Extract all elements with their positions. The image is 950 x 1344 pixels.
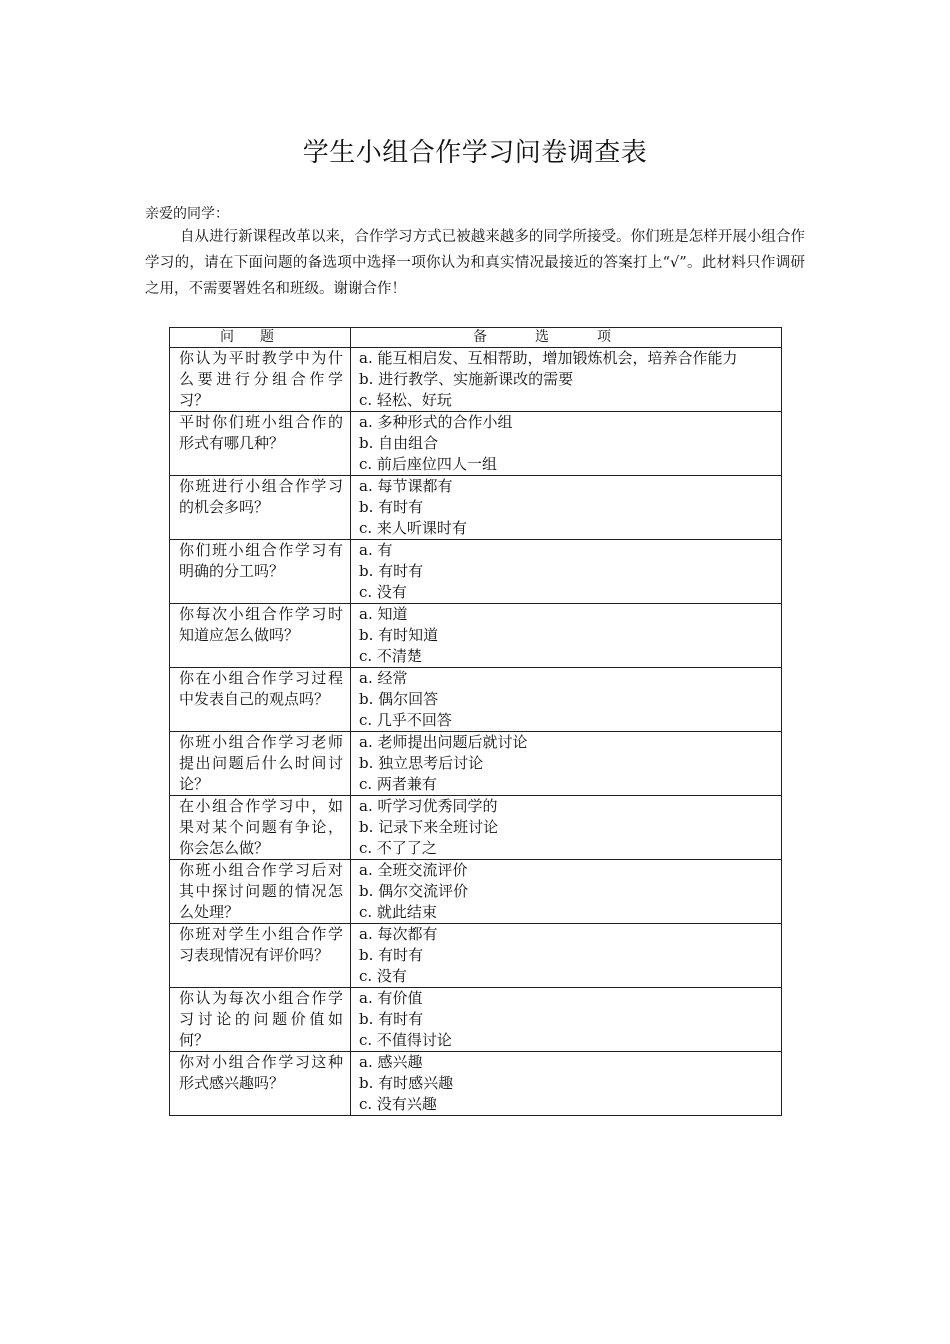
option-item: c. 不了了之 <box>359 839 437 857</box>
table-row <box>170 860 782 924</box>
question-cell: 你班对学生小组合作学习表现情况有评价吗？ <box>170 924 351 988</box>
option-item: c. 没有兴趣 <box>359 1095 437 1113</box>
table-row <box>170 412 782 476</box>
option-item: c. 没有 <box>359 583 407 601</box>
option-item: c. 不值得讨论 <box>359 1031 452 1049</box>
option-item: a. 能互相启发、互相帮助，增加锻炼机会，培养合作能力 <box>359 349 738 367</box>
options-cell <box>351 540 782 604</box>
option-item: c. 轻松、好玩 <box>359 391 452 409</box>
options-cell <box>351 860 782 924</box>
option-item: c. 就此结束 <box>359 903 437 921</box>
table-row <box>170 348 782 412</box>
option-item: c. 两者兼有 <box>359 775 437 793</box>
question-cell: 你们班小组合作学习有明确的分工吗？ <box>170 540 351 604</box>
option-item: a. 每节课都有 <box>359 477 453 495</box>
option-item: b. 有时有 <box>359 562 424 580</box>
question-cell: 你班小组合作学习后对其中探讨问题的情况怎么处理？ <box>170 860 351 924</box>
option-item: b. 有时有 <box>359 498 424 516</box>
table-row <box>170 604 782 668</box>
question-cell: 你班小组合作学习老师提出问题后什么时间讨论？ <box>170 732 351 796</box>
options-cell <box>351 604 782 668</box>
table-row <box>170 732 782 796</box>
header-options: 备选项 <box>351 328 782 348</box>
option-item: a. 有 <box>359 541 393 559</box>
options-cell <box>351 988 782 1052</box>
option-item: c. 前后座位四人一组 <box>359 455 497 473</box>
options-cell <box>351 732 782 796</box>
question-cell: 平时你们班小组合作的形式有哪几种？ <box>170 412 351 476</box>
options-cell <box>351 348 782 412</box>
question-cell: 你每次小组合作学习时知道应怎么做吗？ <box>170 604 351 668</box>
option-item: a. 全班交流评价 <box>359 861 468 879</box>
question-cell: 你在小组合作学习过程中发表自己的观点吗？ <box>170 668 351 732</box>
document-title: 学生小组合作学习问卷调查表 <box>302 138 648 168</box>
option-item: c. 不清楚 <box>359 647 422 665</box>
options-cell <box>351 1052 782 1116</box>
option-item: c. 几乎不回答 <box>359 711 452 729</box>
option-item: a. 多种形式的合作小组 <box>359 413 513 431</box>
options-cell <box>351 476 782 540</box>
option-item: b. 有时有 <box>359 946 424 964</box>
table-row <box>170 1052 782 1116</box>
question-cell: 你班进行小组合作学习的机会多吗？ <box>170 476 351 540</box>
options-cell <box>351 796 782 860</box>
options-cell <box>351 412 782 476</box>
option-item: b. 进行教学、实施新课改的需要 <box>359 370 574 388</box>
option-item: b. 偶尔交流评价 <box>359 882 469 900</box>
table-row <box>170 540 782 604</box>
survey-table <box>169 327 782 1116</box>
option-item: b. 偶尔回答 <box>359 690 439 708</box>
option-item: b. 独立思考后讨论 <box>359 754 484 772</box>
question-cell: 你认为每次小组合作学习讨论的问题价值如何？ <box>170 988 351 1052</box>
table-row <box>170 796 782 860</box>
intro-paragraph: 自从进行新课程改革以来，合作学习方式已被越来越多的同学所接受。你们班是怎样开展小组合作学习的，请在下面问题的备选项中选择一项你认为和真实情况最接近的答案打上“√”。此材料只作调研之用，不需要署姓名和班级。谢谢合作！ <box>145 229 805 297</box>
table-row <box>170 668 782 732</box>
header-question: 问题 <box>170 328 351 348</box>
question-cell: 你对小组合作学习这种形式感兴趣吗？ <box>170 1052 351 1116</box>
option-item: a. 听学习优秀同学的 <box>359 797 498 815</box>
options-cell <box>351 668 782 732</box>
option-item: a. 有价值 <box>359 989 423 1007</box>
question-cell: 你认为平时教学中为什么要进行分组合作学习？ <box>170 348 351 412</box>
option-item: b. 有时知道 <box>359 626 439 644</box>
option-item: a. 感兴趣 <box>359 1053 423 1071</box>
table-row <box>170 988 782 1052</box>
option-item: b. 自由组合 <box>359 434 439 452</box>
option-item: b. 记录下来全班讨论 <box>359 818 499 836</box>
table-row <box>170 476 782 540</box>
option-item: b. 有时感兴趣 <box>359 1074 454 1092</box>
option-item: a. 老师提出问题后就讨论 <box>359 733 528 751</box>
option-item: a. 经常 <box>359 669 408 687</box>
option-item: c. 来人听课时有 <box>359 519 467 537</box>
table-row <box>170 924 782 988</box>
options-cell <box>351 924 782 988</box>
greeting: 亲爱的同学： <box>145 206 229 222</box>
option-item: a. 知道 <box>359 605 408 623</box>
table-header-row <box>170 328 782 348</box>
option-item: c. 没有 <box>359 967 407 985</box>
option-item: a. 每次都有 <box>359 925 438 943</box>
question-cell: 在小组合作学习中，如果对某个问题有争论，你会怎么做？ <box>170 796 351 860</box>
option-item: b. 有时有 <box>359 1010 424 1028</box>
